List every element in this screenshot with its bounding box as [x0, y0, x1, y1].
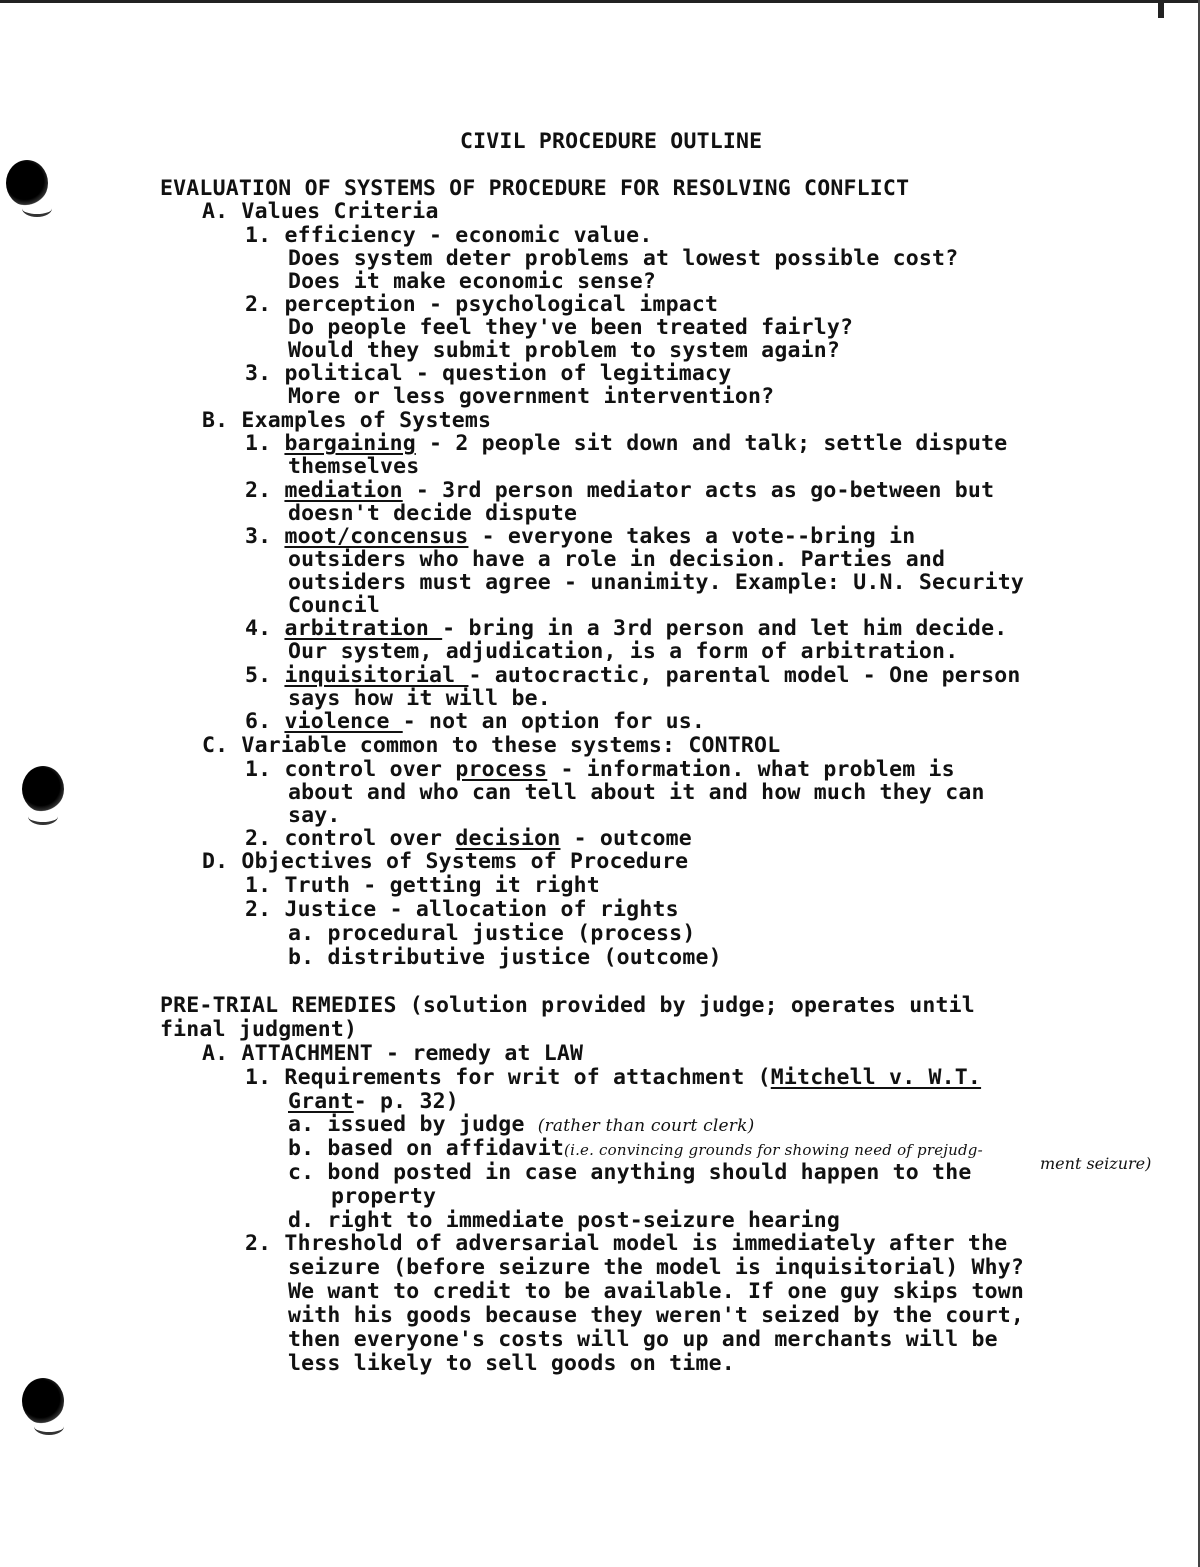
list-item-continuation: seizure (before seizure the model is inquisitorial) Why?: [288, 1255, 1025, 1280]
list-item: 3. moot/concensus - everyone takes a vote--bring in: [245, 524, 916, 549]
list-item-continuation: Does it make economic sense?: [288, 269, 657, 294]
list-item-continuation: Council: [288, 593, 381, 618]
list-item: 2. control over decision - outcome: [245, 826, 692, 851]
list-item-continuation: Do people feel they've been treated fairly?: [288, 315, 854, 340]
list-item-continuation: with his goods because they weren't seized by the court,: [288, 1303, 1025, 1328]
list-subitem: a. issued by judge (rather than court clerk): [288, 1112, 755, 1137]
list-item-continuation: say.: [288, 803, 341, 828]
scan-edge-top: [0, 0, 1200, 3]
handwritten-note-continuation: ment seizure): [1040, 1154, 1152, 1173]
handwritten-note: (i.e. convincing grounds for showing need of prejudg-: [564, 1141, 983, 1159]
list-item: 2. perception - psychological impact: [245, 292, 719, 317]
section-heading: EVALUATION OF SYSTEMS OF PROCEDURE FOR RESOLVING CONFLICT: [160, 176, 910, 201]
list-subitem-continuation: property: [331, 1184, 437, 1209]
list-item: 1. efficiency - economic value.: [245, 223, 653, 248]
list-item-continuation: Grant- p. 32): [288, 1089, 459, 1114]
list-item: 2. mediation - 3rd person mediator acts as go-between but: [245, 478, 995, 503]
list-item-continuation: about and who can tell about it and how much they can: [288, 780, 985, 805]
list-item: 6. violence - not an option for us.: [245, 709, 706, 734]
punch-hole-middle: [22, 766, 64, 812]
list-item-continuation: doesn't decide dispute: [288, 501, 578, 526]
list-item: 2. Threshold of adversarial model is immediately after the: [245, 1231, 1008, 1256]
list-item-continuation: We want to credit to be available. If one guy skips town: [288, 1279, 1025, 1304]
handwritten-note: (rather than court clerk): [537, 1116, 755, 1136]
list-item-continuation: then everyone's costs will go up and merchants will be: [288, 1327, 998, 1352]
list-item: 1. Truth - getting it right: [245, 873, 600, 898]
list-item-continuation: themselves: [288, 454, 420, 479]
list-item-continuation: outsiders who have a role in decision. Parties and: [288, 547, 946, 572]
list-item-continuation: More or less government intervention?: [288, 384, 775, 409]
document-title: CIVIL PROCEDURE OUTLINE: [460, 129, 763, 154]
list-subitem: d. right to immediate post-seizure hearing: [288, 1208, 841, 1233]
list-item: 3. political - question of legitimacy: [245, 361, 732, 386]
list-item: 1. bargaining - 2 people sit down and talk; settle dispute: [245, 431, 1008, 456]
section-heading: PRE-TRIAL REMEDIES (solution provided by judge; operates until: [160, 993, 975, 1018]
list-subitem: b. distributive justice (outcome): [288, 945, 722, 970]
list-item: 2. Justice - allocation of rights: [245, 897, 679, 922]
list-item: 1. Requirements for writ of attachment (Mitchell v. W.T.: [245, 1065, 982, 1090]
list-item-continuation: outsiders must agree - unanimity. Example: U.N. Security: [288, 570, 1025, 595]
subsection-label: A. ATTACHMENT - remedy at LAW: [202, 1041, 584, 1066]
punch-hole-mark: [34, 1418, 64, 1435]
list-item-continuation: less likely to sell goods on time.: [288, 1351, 735, 1376]
list-item-continuation: says how it will be.: [288, 686, 551, 711]
list-item: 1. control over process - information. what problem is: [245, 757, 955, 782]
punch-hole-mark: [28, 808, 58, 825]
list-subitem: b. based on affidavit(i.e. convincing grounds for showing need of prejudg-: [288, 1136, 983, 1161]
list-item-continuation: Our system, adjudication, is a form of arbitration.: [288, 639, 959, 664]
list-item: 4. arbitration - bring in a 3rd person and let him decide.: [245, 616, 1008, 641]
punch-hole-mark: [22, 200, 52, 217]
list-subitem: c. bond posted in case anything should happen to the: [288, 1160, 972, 1185]
subsection-label: D. Objectives of Systems of Procedure: [202, 849, 689, 874]
corner-mark: [1158, 0, 1164, 18]
list-item: 5. inquisitorial - autocractic, parental model - One person: [245, 663, 1021, 688]
list-item-continuation: Would they submit problem to system again?: [288, 338, 841, 363]
list-subitem: a. procedural justice (process): [288, 921, 696, 946]
subsection-label: C. Variable common to these systems: CONTROL: [202, 733, 781, 758]
list-item-continuation: Does system deter problems at lowest possible cost?: [288, 246, 959, 271]
subsection-label: A. Values Criteria: [202, 199, 439, 224]
subsection-label: B. Examples of Systems: [202, 408, 492, 433]
section-heading-continuation: final judgment): [160, 1017, 358, 1042]
